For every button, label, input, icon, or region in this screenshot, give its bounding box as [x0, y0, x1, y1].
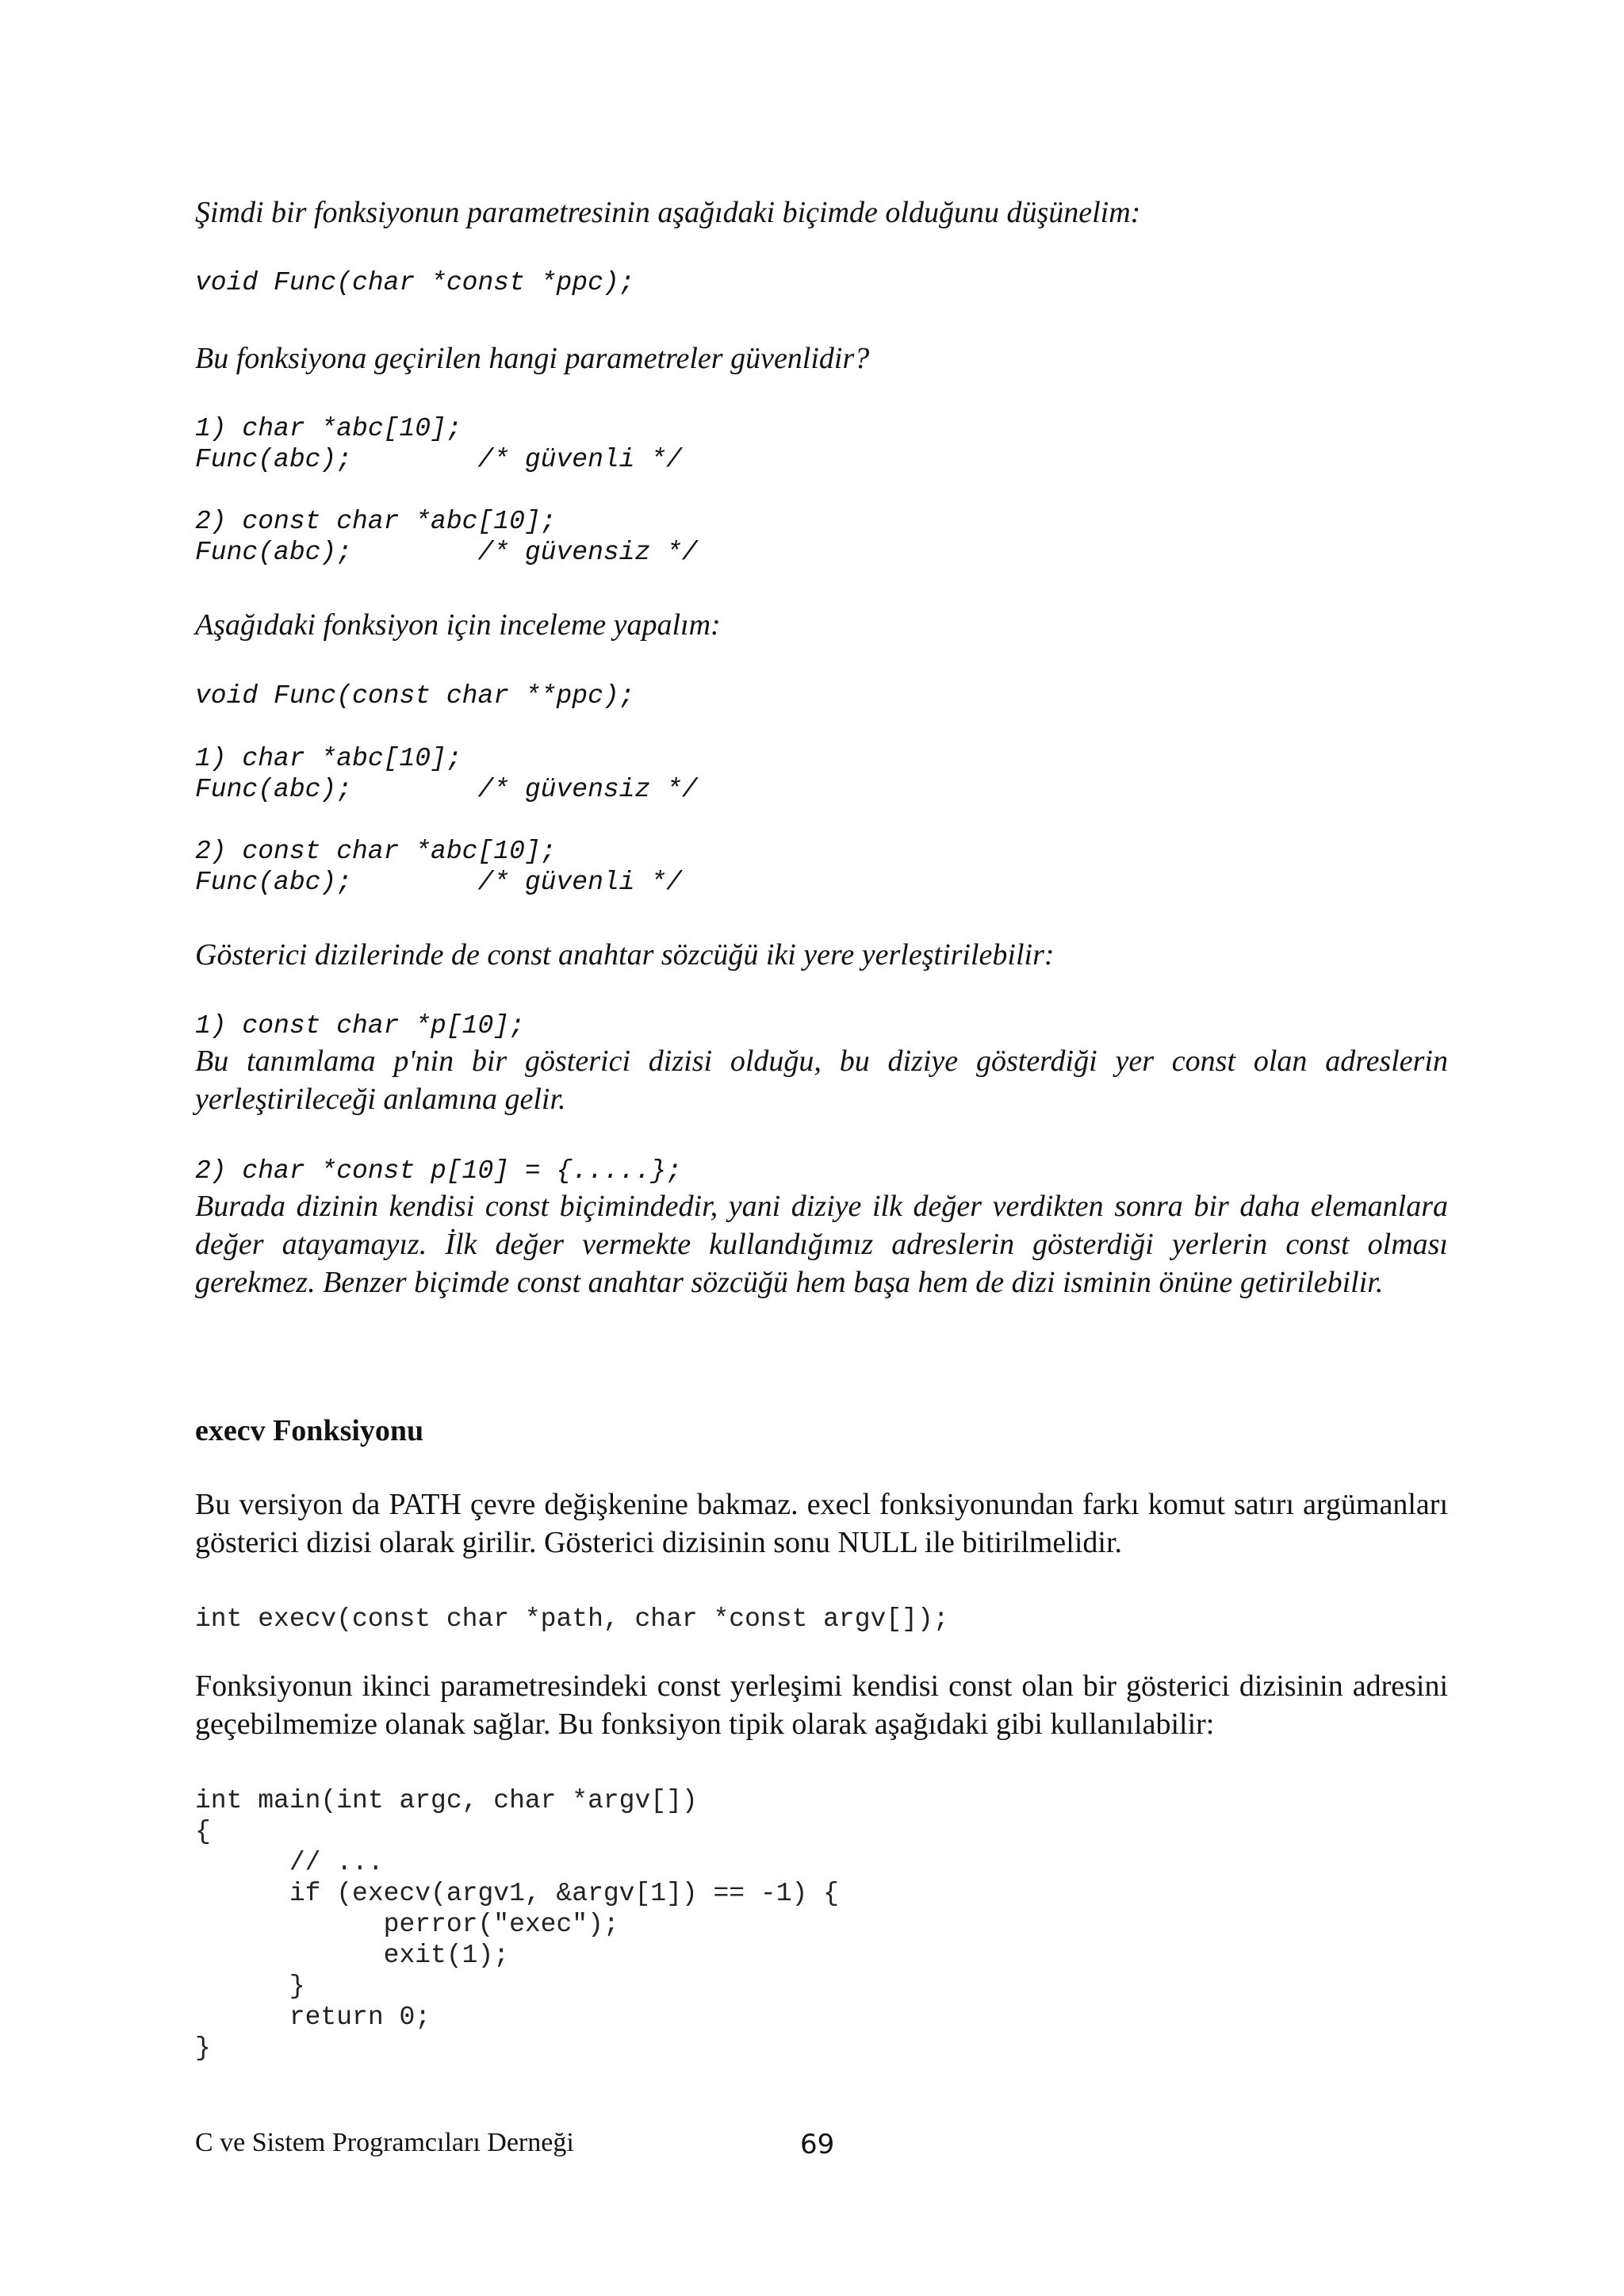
code-func-signature-2: void Func(const char **ppc); — [195, 681, 635, 711]
footer-organization: C ve Sistem Programcıları Derneği — [195, 2128, 574, 2157]
code-example-1b: 2) const char *abc[10]; Func(abc); /* güvensiz */ — [195, 507, 698, 567]
page-number: 69 — [800, 2129, 835, 2160]
code-execv-prototype: int execv(const char *path, char *const argv[]); — [195, 1604, 949, 1634]
body-paragraph-1: Bu versiyon da PATH çevre değişkenine bakmaz. execl fonksiyonundan farkı komut satırı argümanları gösterici dizisi olarak girilir. Gösterici dizisinin sonu NULL ile bitirilmelidir. — [195, 1488, 1448, 1559]
code-example-1a: 1) char *abc[10]; Func(abc); /* güvenli */ — [195, 414, 682, 474]
code-array-decl-1: 1) const char *p[10]; — [195, 1011, 525, 1041]
code-array-decl-2: 2) char *const p[10] = {.....}; — [195, 1156, 682, 1186]
code-example-2a: 1) char *abc[10]; Func(abc); /* güvensiz */ — [195, 744, 698, 804]
code-func-signature-1: void Func(char *const *ppc); — [195, 268, 635, 297]
explanation-paragraph-1: Bu tanımlama p'nin bir gösterici dizisi olduğu, bu diziye gösterdiği yer const olan adreslerin yerleştirileceği anlamına gelir. — [195, 1045, 1448, 1116]
question-paragraph: Bu fonksiyona geçirilen hangi parametreler güvenlidir? — [195, 342, 870, 375]
code-example-2b: 2) const char *abc[10]; Func(abc); /* güvenli */ — [195, 837, 682, 897]
body-paragraph-2: Fonksiyonun ikinci parametresindeki const yerleşimi kendisi const olan bir gösterici dizisinin adresini geçebilmemize olanak sağlar. Bu fonksiyon tipik olarak aşağıdaki gibi kullanılabilir: — [195, 1669, 1448, 1741]
intro-paragraph-1: Şimdi bir fonksiyonun parametresinin aşağıdaki biçimde olduğunu düşünelim: — [195, 196, 1141, 229]
code-usage-example: int main(int argc, char *argv[]) { // ... if (execv(argv1, &argv[1]) == -1) { perror("exec"); exit(1); } return 0; } — [195, 1786, 839, 2063]
section-heading: execv Fonksiyonu — [195, 1414, 424, 1447]
intro-paragraph-3: Gösterici dizilerinde de const anahtar sözcüğü iki yere yerleştirilebilir: — [195, 938, 1055, 972]
intro-paragraph-2: Aşağıdaki fonksiyon için inceleme yapalım: — [195, 608, 721, 642]
explanation-paragraph-2: Burada dizinin kendisi const biçimindedir, yani diziye ilk değer verdikten sonra bir daha elemanlara değer atayamayız. İlk değer vermekte kullandığımız adreslerin gösterdiği yerlerin const olması gerekmez. Benzer biçimde const anahtar sözcüğü hem başa hem de dizi isminin önüne getirilebilir. — [195, 1190, 1448, 1299]
